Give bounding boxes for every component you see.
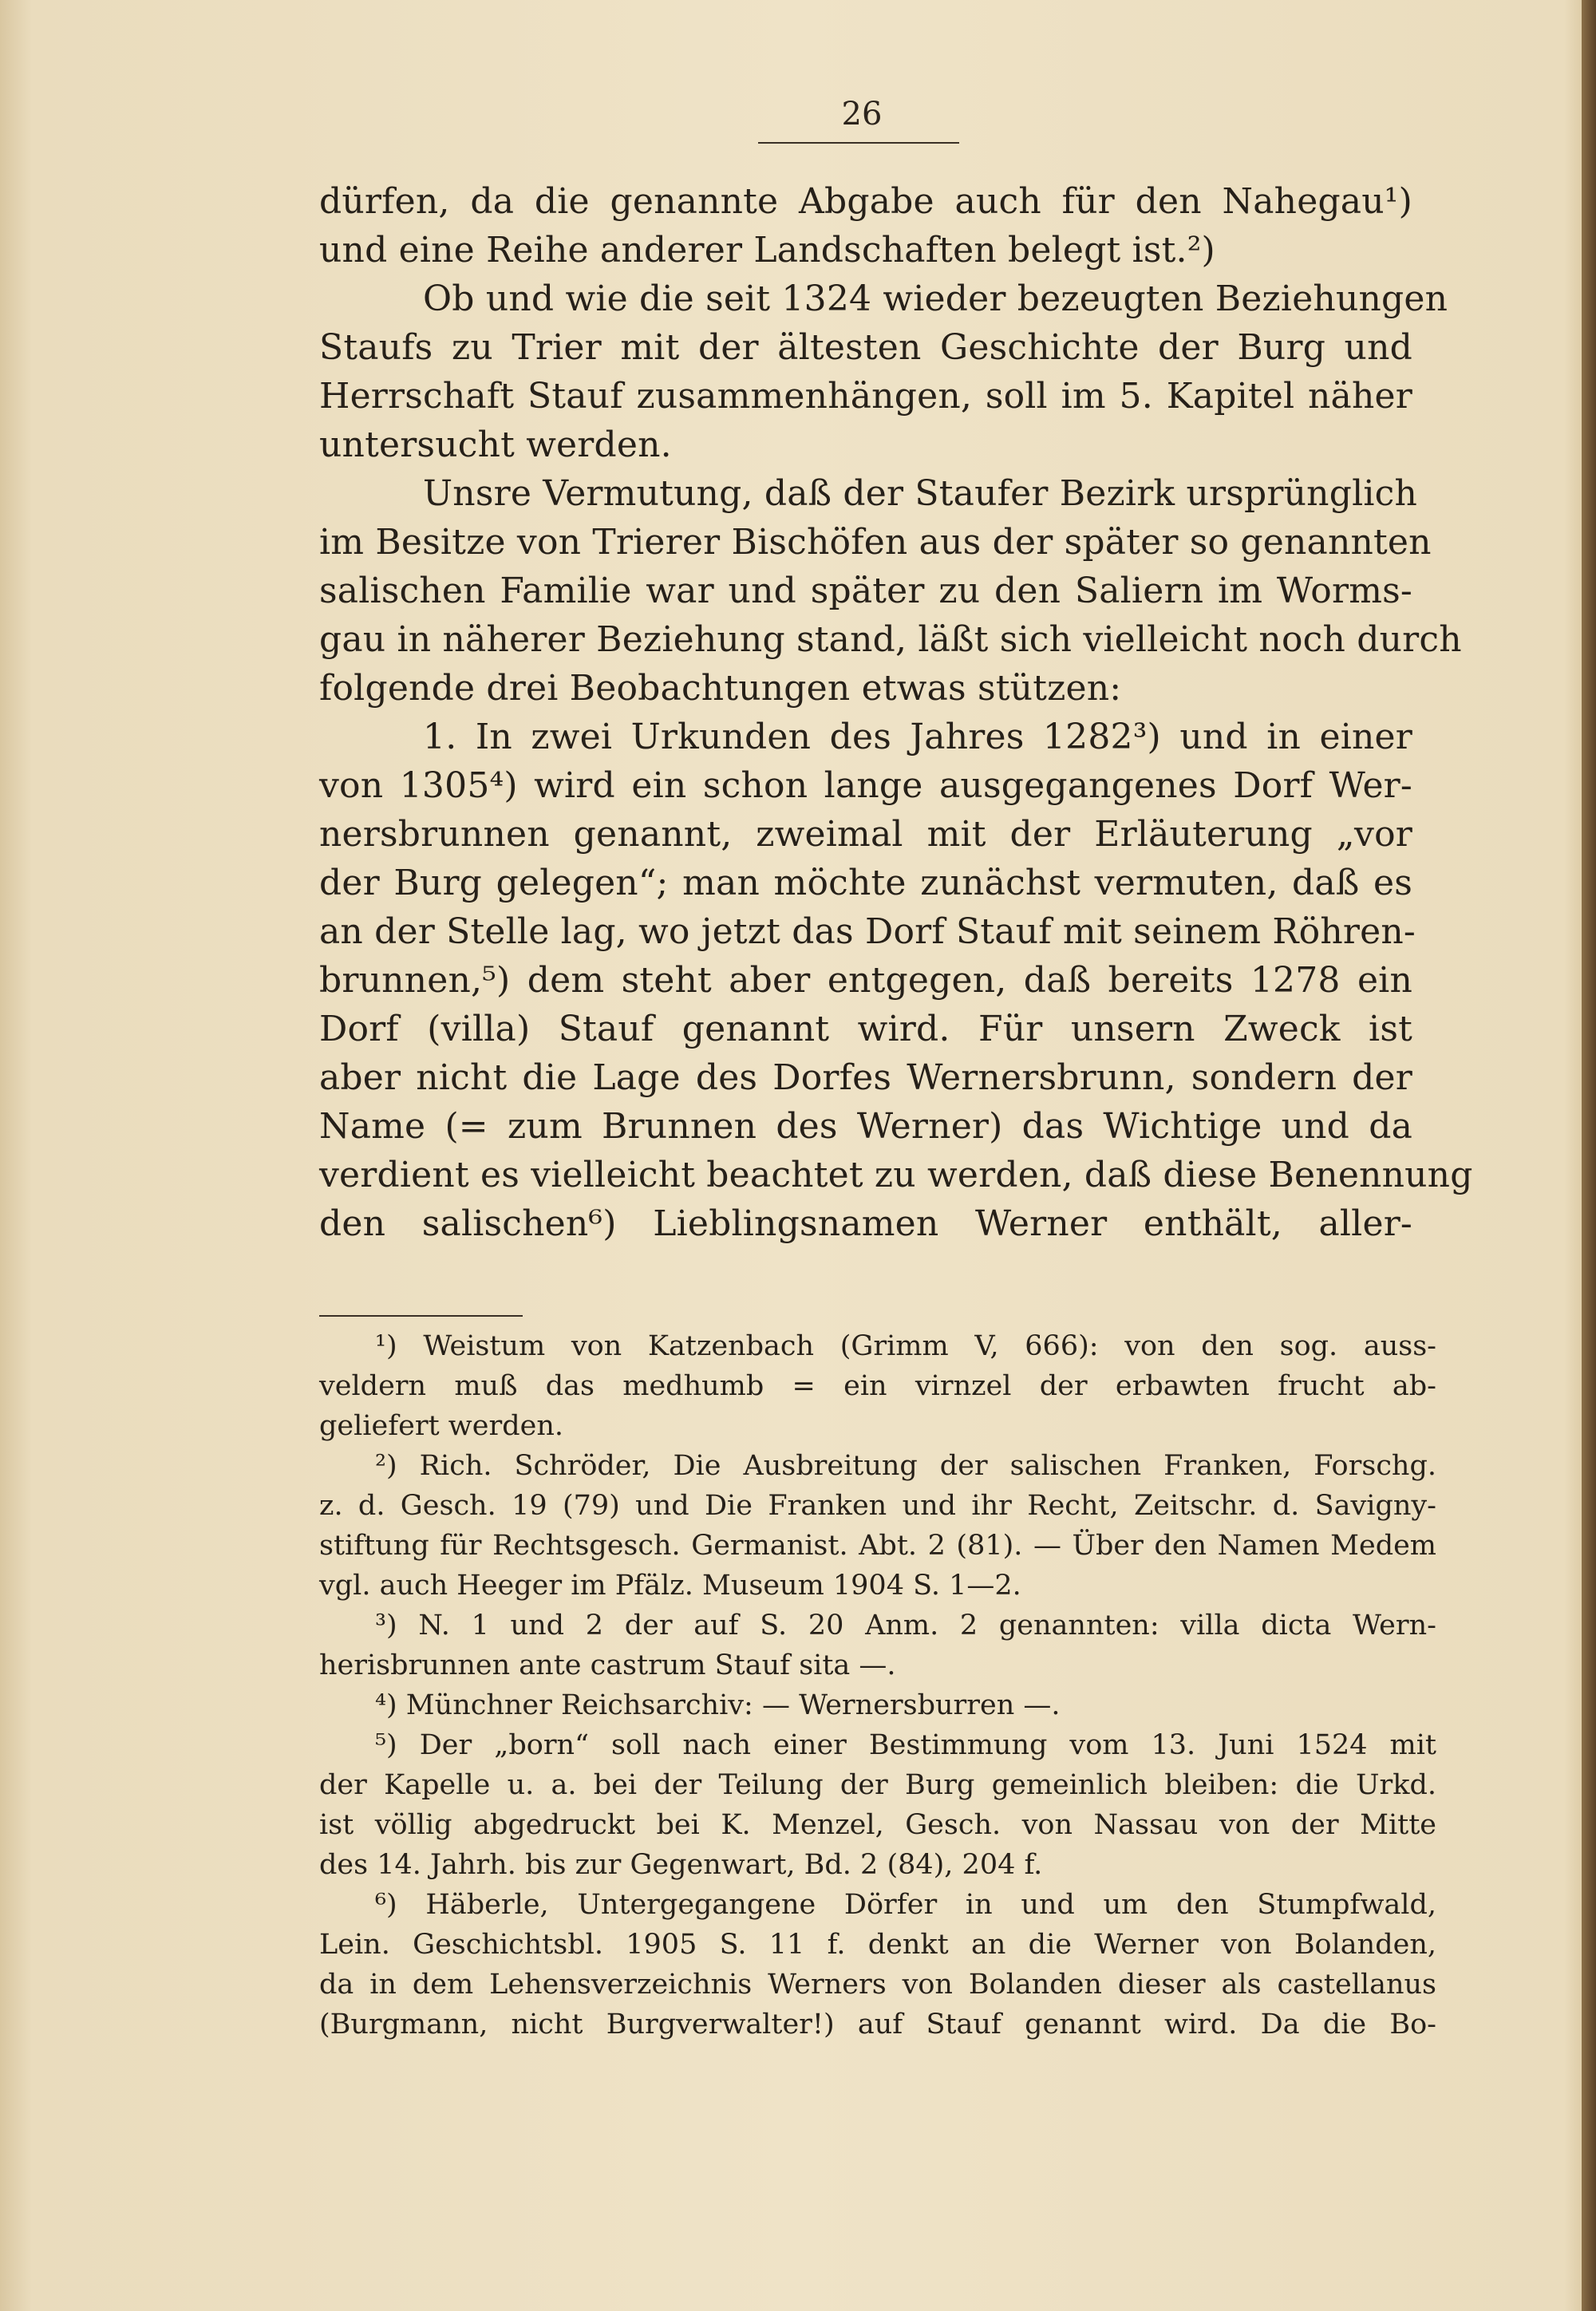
footnote-line: stiftung für Rechtsgesch. Germanist. Abt. 2 (81). — Über den Namen Medem [319,1530,1436,1562]
text-line: den salischen⁶) Lieblingsnamen Werner enthält, aller- [319,1203,1412,1244]
text-line: Unsre Vermutung, daß der Staufer Bezirk ursprünglich [423,473,1417,514]
footnote-line: z. d. Gesch. 19 (79) und Die Franken und ihr Recht, Zeitschr. d. Savigny- [319,1490,1436,1522]
text-line: brunnen,⁵) dem steht aber entgegen, daß bereits 1278 ein [319,960,1412,1001]
text-line: im Besitze von Trierer Bischöfen aus der später so genannten [319,522,1432,563]
text-line: gau in näherer Beziehung stand, läßt sich vielleicht noch durch [319,619,1462,660]
footnote-rule [319,1315,523,1317]
text-line: Ob und wie die seit 1324 wieder bezeugten Beziehungen [423,279,1448,319]
text-line: Dorf (villa) Stauf genannt wird. Für unsern Zweck ist [319,1009,1412,1049]
text-line: folgende drei Beobachtungen etwas stützen: [319,668,1122,709]
footnote-line: geliefert werden. [319,1410,563,1442]
text-line: 1. In zwei Urkunden des Jahres 1282³) und in einer [423,717,1412,757]
footnotes [319,1326,1436,2044]
text-line: dürfen, da die genannte Abgabe auch für den Nahegau¹) [319,181,1412,222]
footnote-line: ²) Rich. Schröder, Die Ausbreitung der salischen Franken, Forschg. [375,1450,1436,1482]
footnote-line: veldern muß das medhumb = ein virnzel der erbawten frucht ab- [319,1370,1436,1402]
text-line: der Burg gelegen“; man möchte zunächst vermuten, daß es [319,863,1412,903]
footnote-line: ist völlig abgedruckt bei K. Menzel, Gesch. von Nassau von der Mitte [319,1809,1436,1841]
footnote-line: herisbrunnen ante castrum Stauf sita —. [319,1649,896,1681]
text-line: Herrschaft Stauf zusammenhängen, soll im 5. Kapitel näher [319,376,1412,417]
footnote-line: vgl. auch Heeger im Pfälz. Museum 1904 S. 1—2. [319,1570,1021,1602]
footnote-line: da in dem Lehensverzeichnis Werners von Bolanden dieser als castellanus [319,1969,1436,2001]
text-line: von 1305⁴) wird ein schon lange ausgegangenes Dorf Wer- [319,765,1412,806]
text-line: an der Stelle lag, wo jetzt das Dorf Stauf mit seinem Röhren- [319,911,1416,952]
text-line: untersucht werden. [319,425,672,465]
footnote-line: ⁵) Der „born“ soll nach einer Bestimmung vom 13. Juni 1524 mit [375,1729,1436,1761]
text-line: Name (= zum Brunnen des Werner) das Wichtige und da [319,1106,1412,1147]
footnote-line: der Kapelle u. a. bei der Teilung der Burg gemeinlich bleiben: die Urkd. [319,1769,1436,1801]
footnote-line: ¹) Weistum von Katzenbach (Grimm V, 666): von den sog. auss- [375,1330,1436,1362]
text-line: verdient es vielleicht beachtet zu werden, daß diese Benennung [319,1155,1473,1195]
text-line: Staufs zu Trier mit der ältesten Geschichte der Burg und [319,327,1412,368]
footnote-line: (Burgmann, nicht Burgverwalter!) auf Stauf genannt wird. Da die Bo- [319,2009,1436,2040]
page-number: 26 [841,96,883,132]
text-line: salischen Familie war und später zu den Saliern im Worms- [319,571,1412,611]
footnote-line: ⁴) Münchner Reichsarchiv: — Wernersburren —. [375,1689,1061,1721]
binding-edge [1582,0,1596,2311]
text-line: und eine Reihe anderer Landschaften belegt ist.²) [319,230,1215,271]
text-line: nersbrunnen genannt, zweimal mit der Erläuterung „vor [319,814,1412,855]
page-number-rule [758,142,959,144]
text-line: aber nicht die Lage des Dorfes Wernersbrunn, sondern der [319,1057,1412,1098]
footnote-line: des 14. Jahrh. bis zur Gegenwart, Bd. 2 (84), 204 f. [319,1849,1043,1881]
footnote-line: ⁶) Häberle, Untergegangene Dörfer in und um den Stumpfwald, [375,1889,1436,1921]
footnote-line: ³) N. 1 und 2 der auf S. 20 Anm. 2 genannten: villa dicta Wern- [375,1610,1436,1641]
footnote-line: Lein. Geschichtsbl. 1905 S. 11 f. denkt an die Werner von Bolanden, [319,1929,1436,1961]
main-text [319,177,1473,1248]
